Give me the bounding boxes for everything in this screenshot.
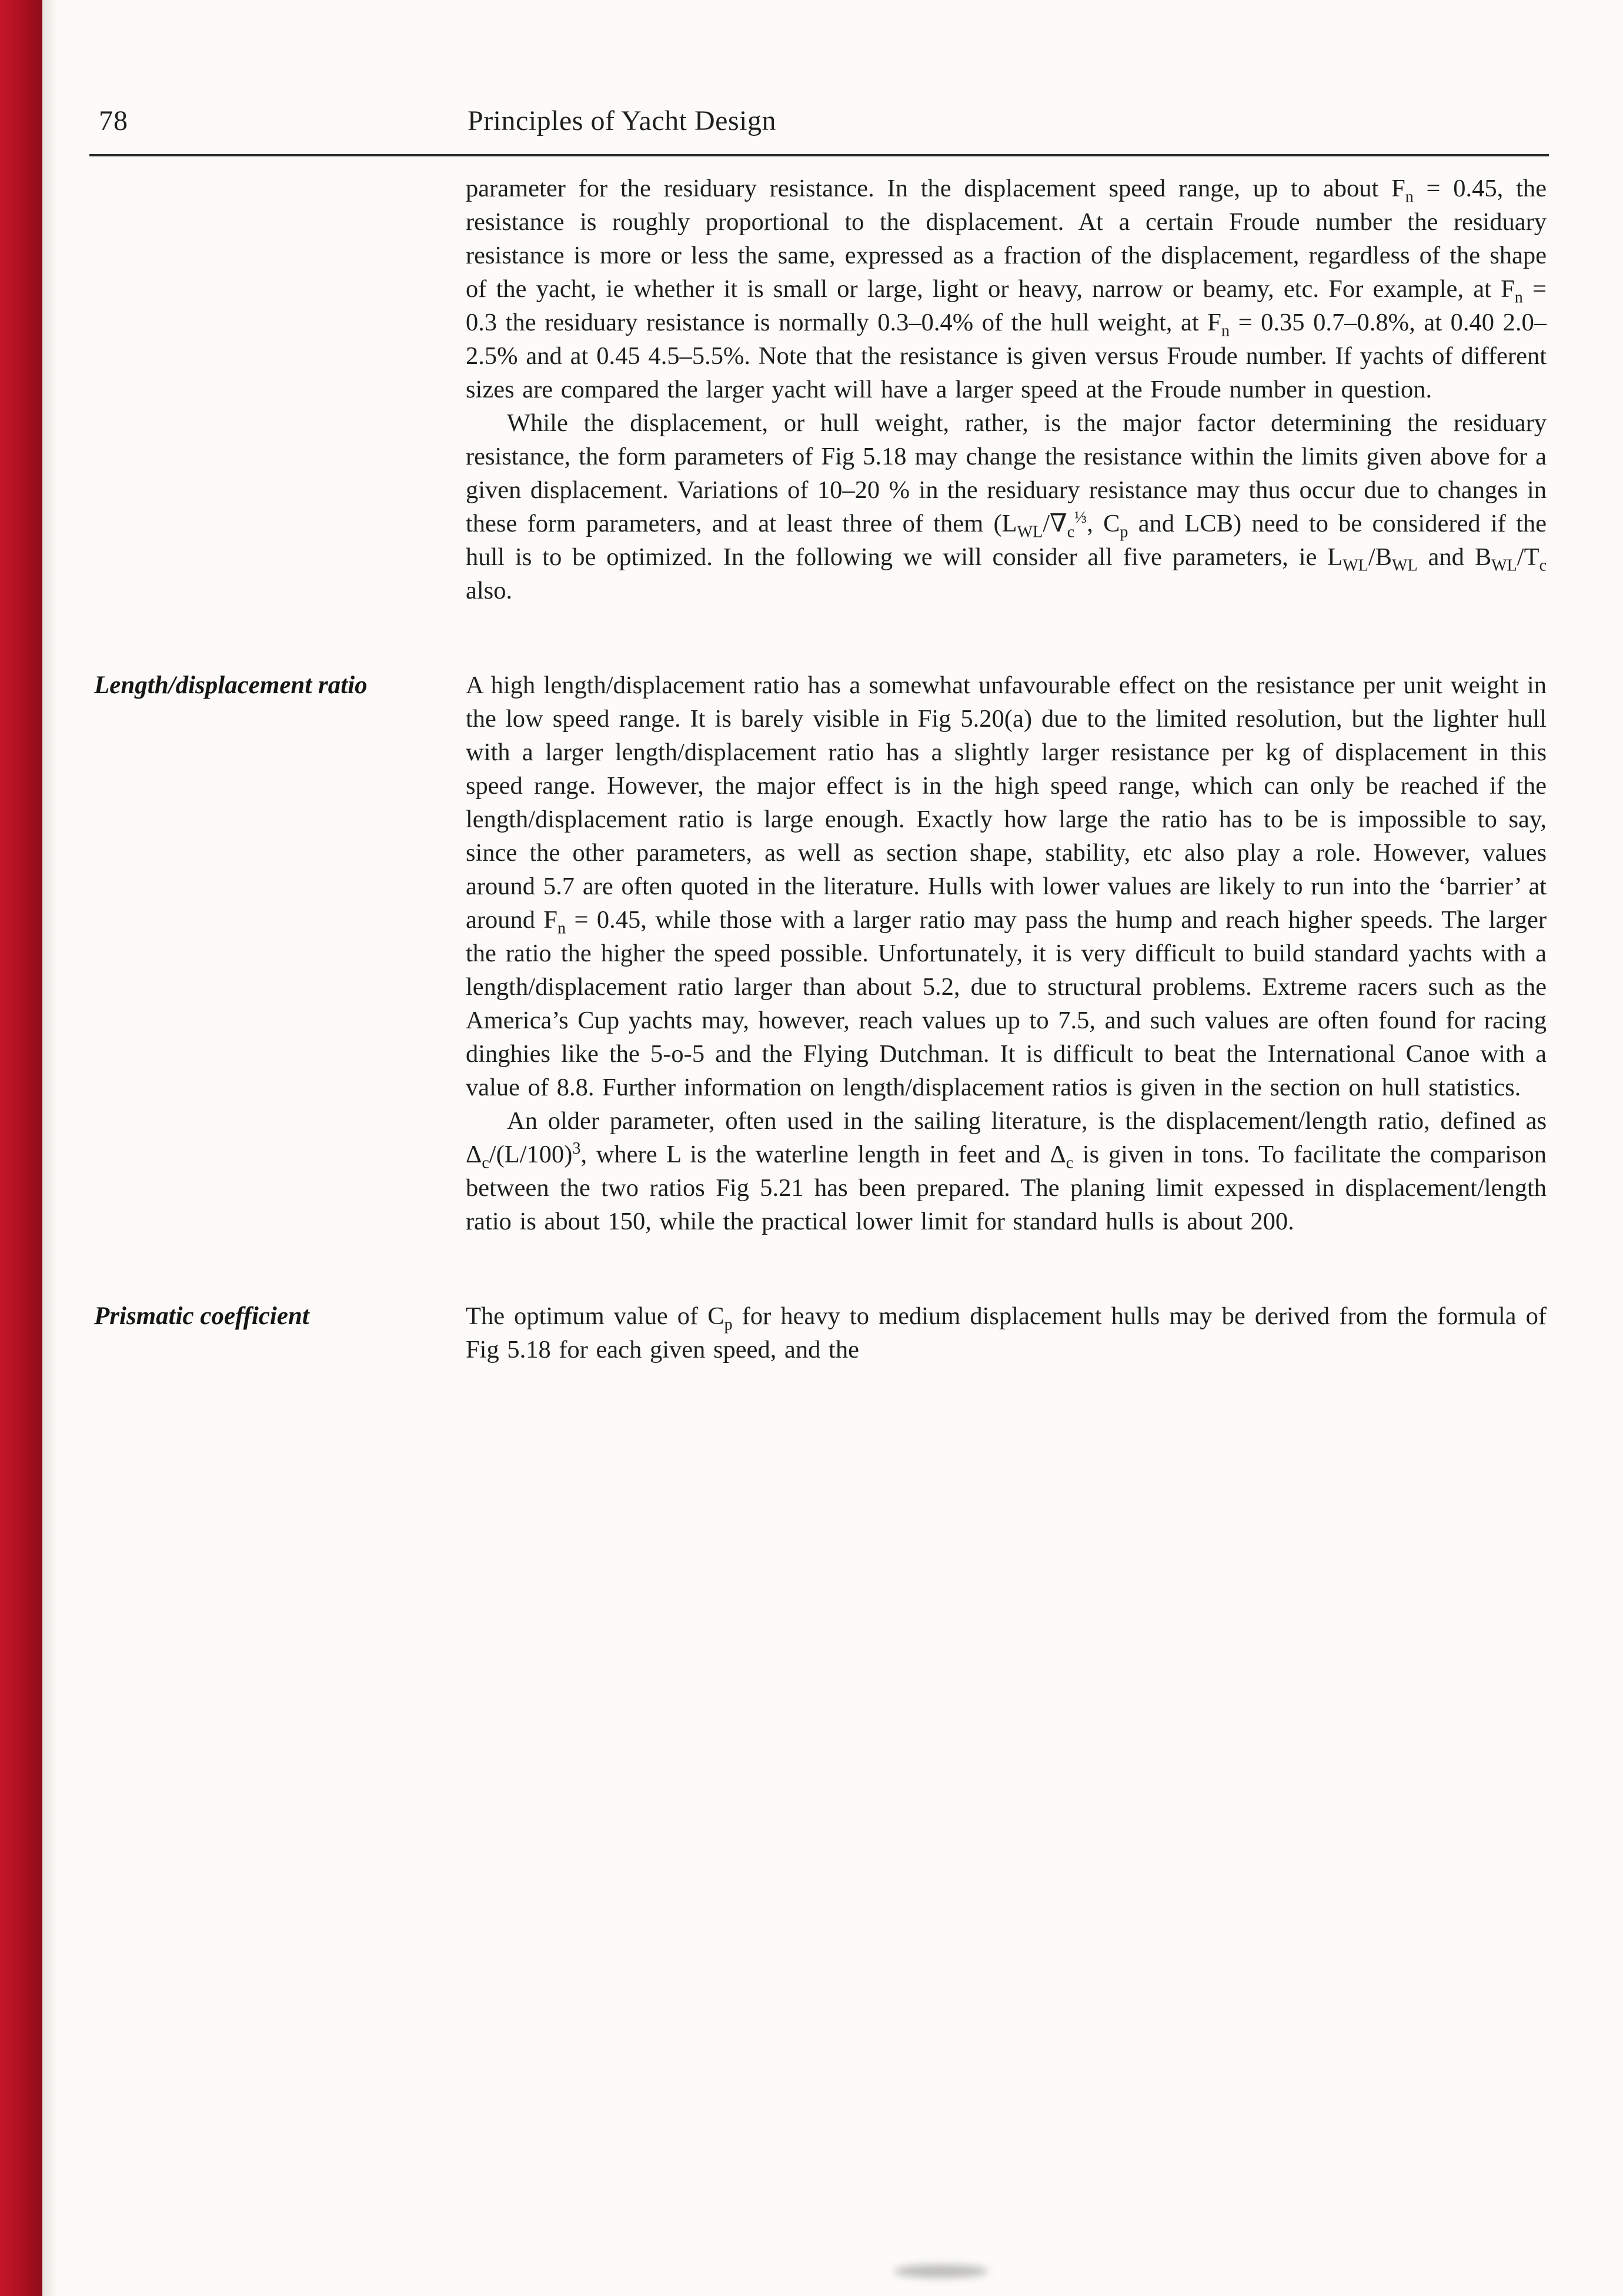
text-column	[466, 1299, 1547, 1366]
paragraph: A high length/displacement ratio has a somewhat unfavourable effect on the resistance per unit weight in the low speed range. It is barely visible in Fig 5.20(a) due to the limited resolution, but the lighter hull with a larger length/displacement ratio has a slightly larger resistance per kg of displacement in this speed range. However, the major effect is in the high speed range, which can only be reached if the length/displacement ratio is large enough. Exactly how large the ratio has to be is impossible to say, since the other parameters, as well as section shape, stability, etc also play a role. However, values around 5.7 are often quoted in the literature. Hulls with lower values are likely to run into the ‘barrier’ at around $F_n = 0.45$, while those with a larger ratio may pass the hump and reach higher speeds. The larger the ratio the higher the speed possible. Unfortunately, it is very difficult to build standard yachts with a length/displacement ratio larger than about 5.2, due to structural problems. Extreme racers such as the America’s Cup yachts may, however, reach values up to 7.5, and such values are often found for racing dinghies like the 5-o-5 and the Flying Dutchman. It is difficult to beat the International Canoe with a value of 8.8. Further information on length/displacement ratios is given in the section on hull statistics.	[466, 671, 1547, 1101]
scan-smudge	[894, 2265, 988, 2278]
margin-heading: Length/displacement ratio	[94, 671, 368, 699]
margin-heading: Prismatic coefficient	[94, 1302, 309, 1330]
section-continuation	[94, 172, 1547, 607]
paragraph: The optimum value of $C_p$ for heavy to medium displacement hulls may be derived from the formula of Fig 5.18 for each given speed, and the	[466, 1302, 1547, 1363]
text-column	[466, 669, 1547, 1238]
page-number: 78	[99, 105, 128, 136]
section-length-displacement-ratio	[94, 669, 1547, 1238]
paragraph: While the displacement, or hull weight, rather, is the major factor determining the residuary resistance, the form parameters of Fig 5.18 may change the resistance within the limits given above for a given displacement. Variations of 10–20 % in the residuary resistance may thus occur due to changes in these form parameters, and at least three of them ($L_{WL}/\nabla_c^{\frac{1}{3}}$, $C_p$ and LCB) need to be considered if the hull is to be optimized. In the following we will consider all five parameters, ie $L_{WL}/B_{WL}$ and $B_{WL}/T_c$ also.	[466, 409, 1547, 604]
margin-column	[94, 172, 466, 607]
page-body	[0, 172, 1623, 1366]
paragraph: An older parameter, often used in the sailing literature, is the displacement/length ratio, defined as $\Delta_c/(L/100)^3$, where L is the waterline length in feet and $\Delta_c$ is given in tons. To facilitate the comparison between the two ratios Fig 5.21 has been prepared. The planing limit expessed in displacement/length ratio is about 150, while the practical lower limit for standard hulls is about 200.	[466, 1107, 1547, 1235]
section-prismatic-coefficient	[94, 1299, 1547, 1366]
book-title: Principles of Yacht Design	[467, 105, 776, 136]
header-rule	[89, 154, 1549, 156]
text-column	[466, 172, 1547, 607]
paragraph: parameter for the residuary resistance. In the displacement speed range, up to about $F_n = 0.45$, the resistance is roughly proportional to the displacement. At a certain Froude number the residuary resistance is more or less the same, expressed as a fraction of the displacement, regardless of the shape of the yacht, ie whether it is small or large, light or heavy, narrow or beamy, etc. For example, at $F_n = 0.3$ the residuary resistance is normally 0.3–0.4% of the hull weight, at $F_n = 0.35$ 0.7–0.8%, at 0.40 2.0–2.5% and at 0.45 4.5–5.5%. Note that the resistance is given versus Froude number. If yachts of different sizes are compared the larger yacht will have a larger speed at the Froude number in question.	[466, 175, 1547, 403]
margin-column	[94, 669, 466, 1238]
margin-column	[94, 1299, 466, 1366]
